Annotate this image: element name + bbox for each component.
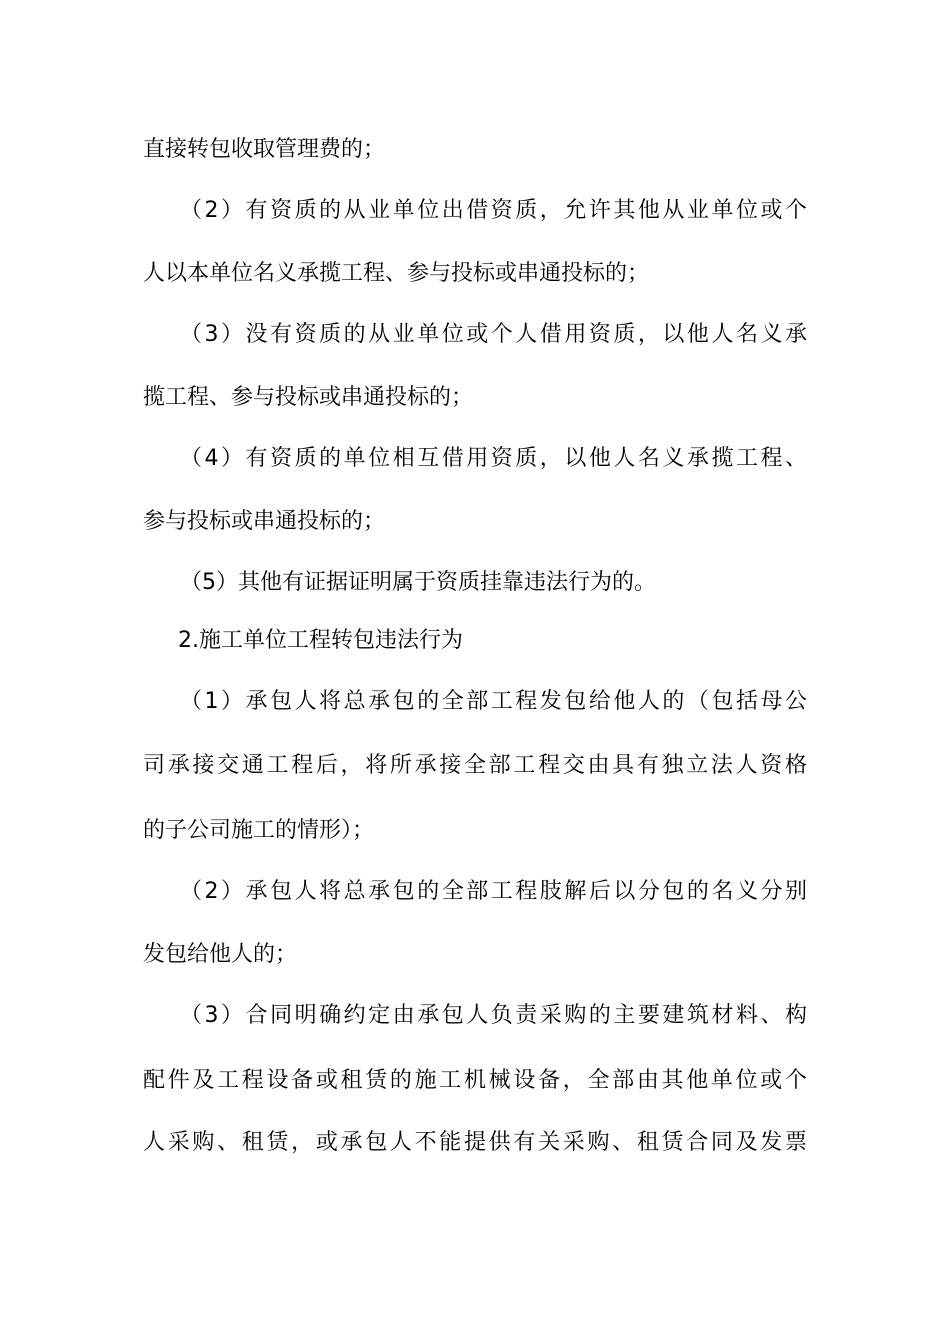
text-line: 发包给他人的；	[143, 942, 298, 967]
section-heading: 2.施工单位工程转包违法行为	[178, 628, 463, 653]
text-line: （3）合同明确约定由承包人负责采购的主要建筑材料、构	[180, 1003, 807, 1028]
text-line: （5）其他有证据证明属于资质挂靠违法行为的。	[180, 570, 656, 595]
text-line: 揽工程、参与投标或串通投标的；	[143, 385, 474, 410]
text-line: 直接转包收取管理费的；	[143, 137, 386, 162]
text-line: 人以本单位名义承揽工程、参与投标或串通投标的；	[143, 261, 650, 286]
text-line: 配件及工程设备或租赁的施工机械设备，全部由其他单位或个	[143, 1068, 807, 1093]
text-line: （4）有资质的单位相互借用资质，以他人名义承揽工程、	[180, 446, 807, 471]
text-line: 参与投标或串通投标的；	[143, 509, 386, 534]
text-line: 司承接交通工程后，将所承接全部工程交由具有独立法人资格	[143, 753, 807, 778]
text-line: （2）承包人将总承包的全部工程肢解后以分包的名义分别	[180, 879, 807, 904]
text-line: 人采购、租赁，或承包人不能提供有关采购、租赁合同及发票	[143, 1130, 807, 1155]
text-line: （3）没有资质的从业单位或个人借用资质，以他人名义承	[180, 322, 807, 347]
text-line: （1）承包人将总承包的全部工程发包给他人的（包括母公	[180, 689, 807, 714]
text-line: 的子公司施工的情形）；	[143, 818, 375, 843]
text-line: （2）有资质的从业单位出借资质，允许其他从业单位或个	[180, 198, 807, 223]
